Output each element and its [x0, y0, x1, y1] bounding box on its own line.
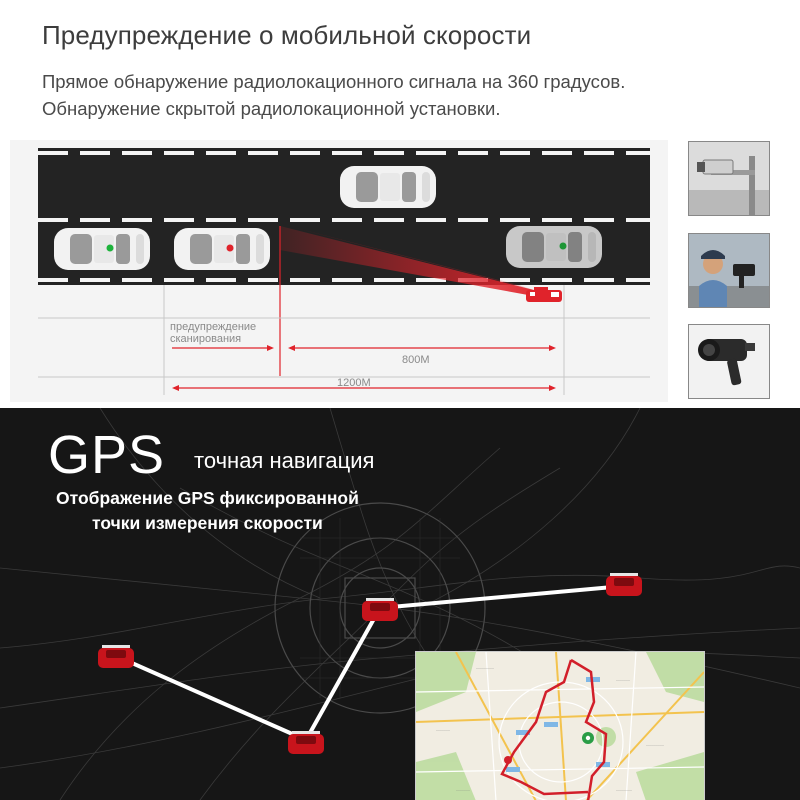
- distance-far-label: 1200M: [337, 377, 371, 389]
- car-icon: [506, 226, 602, 268]
- radar-gun-icon: [688, 324, 770, 399]
- scan-arrow: [172, 345, 274, 351]
- car-icon: [288, 731, 324, 754]
- navigation-map-inset: [415, 651, 705, 800]
- car-icon: [340, 166, 436, 208]
- svg-text:·········: ·········: [476, 666, 494, 672]
- radar-description-line2: Обнаружение скрытой радиолокационной установки.: [42, 98, 501, 119]
- scan-warning-label-2: сканирования: [170, 333, 242, 345]
- car-icon: [362, 598, 398, 621]
- distance-arrow-near: [288, 345, 556, 351]
- gps-title: GPS: [48, 425, 166, 485]
- traffic-camera-icon: [688, 141, 770, 216]
- radar-description-line1: Прямое обнаружение радиолокационного сигнала на 360 градусов.: [42, 71, 626, 92]
- car-icon: [606, 573, 642, 596]
- radar-diagram: [10, 140, 668, 402]
- car-icon: [174, 228, 270, 270]
- scan-warning-label-1: предупреждение: [170, 321, 257, 333]
- svg-text:·······: ·······: [616, 678, 630, 684]
- police-officer-icon: [688, 233, 770, 308]
- gps-description-line1: Отображение GPS фиксированной: [56, 488, 359, 508]
- svg-text:·······: ·······: [456, 788, 470, 794]
- gps-subtitle: точная навигация: [194, 448, 375, 473]
- svg-text:·······: ·······: [436, 728, 450, 734]
- svg-text:·········: ·········: [646, 743, 664, 749]
- gps-section: [0, 408, 800, 800]
- map-pin-icon: [582, 732, 594, 744]
- car-icon: [98, 645, 134, 668]
- radar-beam: [280, 226, 534, 295]
- gps-description-line2: точки измерения скорости: [92, 513, 323, 533]
- navigation-map: [416, 652, 704, 800]
- map-pin-icon: [504, 756, 512, 764]
- car-icon: [54, 228, 150, 270]
- distance-near-label: 800M: [402, 354, 430, 366]
- diagram-overlay: [10, 140, 668, 402]
- radar-title: Предупреждение о мобильной скорости: [42, 20, 532, 50]
- svg-text:········: ········: [616, 788, 632, 794]
